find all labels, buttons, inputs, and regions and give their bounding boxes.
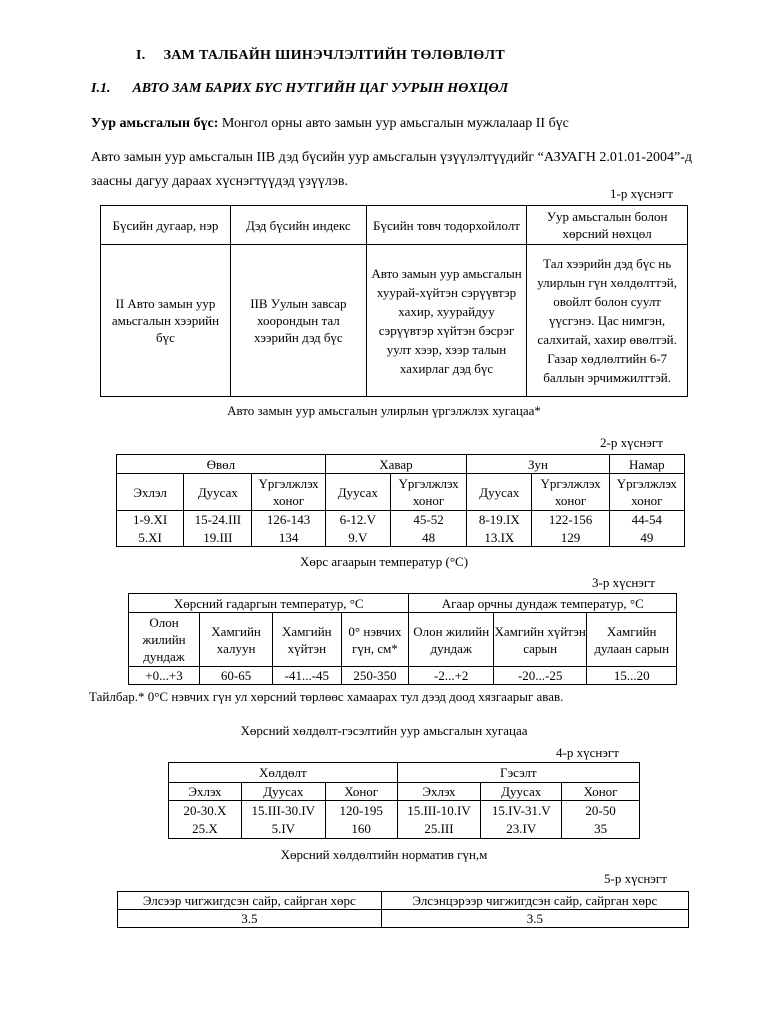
table3-footnote: Тайлбар.* 0°С нэвчих гүн ул хөрсний төрлөөс хамаарах тул дээд доод хязгаарыг авав. [89,689,564,704]
table3 [128,593,677,685]
table2 [116,454,685,547]
table1-label: 1-р хүснэгт [610,186,673,201]
table3-subheader: Хамгийн халуун [200,613,273,667]
section-heading [136,48,505,64]
table4-cell: 120-195 [325,801,397,820]
season-header: Хавар [325,455,466,474]
table2-cell: 1-9.XI [117,511,184,529]
table2-cell: 19.III [184,529,252,547]
table3-cell: -41...-45 [273,667,341,685]
table2-cell: 15-24.III [184,511,252,529]
table2-cell: 48 [390,529,466,547]
table1-header: Дэд бүсийн индекс [230,206,366,245]
table3-cell: 15...20 [587,667,677,685]
intro-paragraph: Авто замын уур амьсгалын IIВ дэд бүсийн уур амьсгалын үзүүлэлтүүдийг “АЗУАГН 2.01.01-2004”-д заасны дагуу дараах хүснэгтүүдэд үзүүлэв. [91,150,693,189]
table5-cell: 3.5 [381,910,688,928]
climate-zone-text: Монгол орны авто замын уур амьсгалын мужлалаар II бүс [218,116,569,131]
season-header: Намар [609,455,684,474]
table5-caption: Хөрсний хөлдөлтийн норматив гүн,м [280,847,488,862]
table4-label: 4-р хүснэгт [556,745,619,760]
table3-subheader: Олон жилийн дундаж [409,613,494,667]
table2-subheader: Эхлэл [117,474,184,511]
table5-cell: 3.5 [118,910,382,928]
section-number: I. [136,48,146,63]
table3-subheader: Хамгийн дулаан сарын [587,613,677,667]
table5-header: Элсээр чигжигдсэн сайр, сайрган хөрс [118,892,382,910]
climate-zone-paragraph [91,116,569,132]
table1-cell: Тал хээрийн дэд бүс нь улирлын гүн хөлдөлттэй, овойлт болон суулт үүсгэнэ. Цас нимгэн, салхитай, хахир өвөлтэй. Газар хөдлөлтийн 6-7 баллын эрчимжилттэй. [527,245,688,397]
table1-cell: Авто замын уур амьсгалын хуурай-хүйтэн сэрүүвтэр хахир, хуурайдуу сэрүүвтэр хүйтэн бэсрэг уулт хээр, хээр талын хахирлаг дэд бүс [366,245,526,397]
season-header: Өвөл [117,455,326,474]
table2-cell: 6-12.V [325,511,390,529]
table2-cell: 129 [532,529,609,547]
table1-header: Бүсийн товч тодорхойлолт [366,206,526,245]
table4-cell: 15.III-30.IV [241,801,325,820]
table2-cell: 13.IX [467,529,532,547]
table2-label: 2-р хүснэгт [600,435,663,450]
table1-cell: IIВ Уулын завсар хоорондын тал хээрийн дэд бүс [230,245,366,397]
table2-subheader: Дуусах [325,474,390,511]
table4-subheader: Дуусах [241,783,325,801]
table2-cell: 126-143 [252,511,325,529]
table4-cell: 25.III [397,820,481,839]
table3-group-header: Агаар орчны дундаж температур, °С [409,594,677,613]
table2-subheader: Үргэлжлэх хоног [252,474,325,511]
table2-caption: Авто замын уур амьсгалын улирлын үргэлжлэх хугацаа* [227,403,541,418]
table2-cell: 49 [609,529,684,547]
table2-cell: 45-52 [390,511,466,529]
table4-cell: 25.X [169,820,242,839]
table4-subheader: Хоног [325,783,397,801]
table4-subheader: Дуусах [481,783,562,801]
table5-label: 5-р хүснэгт [604,871,667,886]
table1-cell: II Авто замын уур амьсгалын хээрийн бүс [101,245,231,397]
table4-group-header: Гэсэлт [397,763,639,783]
table3-cell: 250-350 [341,667,409,685]
table3-subheader: 0° нэвчих гүн, см* [341,613,409,667]
table2-subheader: Үргэлжлэх хоног [390,474,466,511]
table4-caption: Хөрсний хөлдөлт-гэсэлтийн уур амьсгалын хугацаа [240,723,528,738]
table2-subheader: Үргэлжлэх хоног [532,474,609,511]
table4-cell: 5.IV [241,820,325,839]
table2-cell: 5.XI [117,529,184,547]
table3-subheader: Олон жилийн дундаж [129,613,200,667]
table4-cell: 35 [562,820,640,839]
table2-cell: 44-54 [609,511,684,529]
table2-cell: 9.V [325,529,390,547]
table3-cell: +0...+3 [129,667,200,685]
table4-cell: 15.III-10.IV [397,801,481,820]
table2-subheader: Үргэлжлэх хоног [609,474,684,511]
table1-header: Уур амьсгалын болон хөрсний нөхцөл [527,206,688,245]
climate-zone-label: Уур амьсгалын бүс: [91,116,219,131]
table3-label: 3-р хүснэгт [592,575,655,590]
table5 [117,891,689,928]
subsection-heading [91,81,508,97]
subsection-number: I.1. [91,81,111,96]
table3-subheader: Хамгийн хүйтэн сарын [493,613,586,667]
table2-cell: 122-156 [532,511,609,529]
table4-cell: 23.IV [481,820,562,839]
table4-subheader: Эхлэх [397,783,481,801]
table4-cell: 15.IV-31.V [481,801,562,820]
table2-cell: 134 [252,529,325,547]
table3-cell: -20...-25 [493,667,586,685]
table4-cell: 20-30.X [169,801,242,820]
table2-subheader: Дуусах [467,474,532,511]
table5-header: Элсэнцэрээр чигжигдсэн сайр, сайрган хөрс [381,892,688,910]
table2-subheader: Дуусах [184,474,252,511]
table3-cell: -2...+2 [409,667,494,685]
section-title: ЗАМ ТАЛБАЙН ШИНЭЧЛЭЛТИЙН ТӨЛӨВЛӨЛТ [163,48,505,63]
table1-header: Бүсийн дугаар, нэр [101,206,231,245]
table3-subheader: Хамгийн хүйтэн [273,613,341,667]
table4 [168,762,640,839]
table4-cell: 160 [325,820,397,839]
season-header: Зун [467,455,609,474]
table4-group-header: Хөлдөлт [169,763,398,783]
table3-cell: 60-65 [200,667,273,685]
table3-group-header: Хөрсний гадаргын температур, °С [129,594,409,613]
table1 [100,205,688,397]
subsection-title: АВТО ЗАМ БАРИХ БҮС НУТГИЙН ЦАГ УУРЫН НӨХЦӨЛ [132,81,509,96]
table4-subheader: Хоног [562,783,640,801]
table3-caption: Хөрс агаарын температур (°C) [299,554,469,569]
table2-cell: 8-19.IX [467,511,532,529]
table4-cell: 20-50 [562,801,640,820]
table4-subheader: Эхлэх [169,783,242,801]
